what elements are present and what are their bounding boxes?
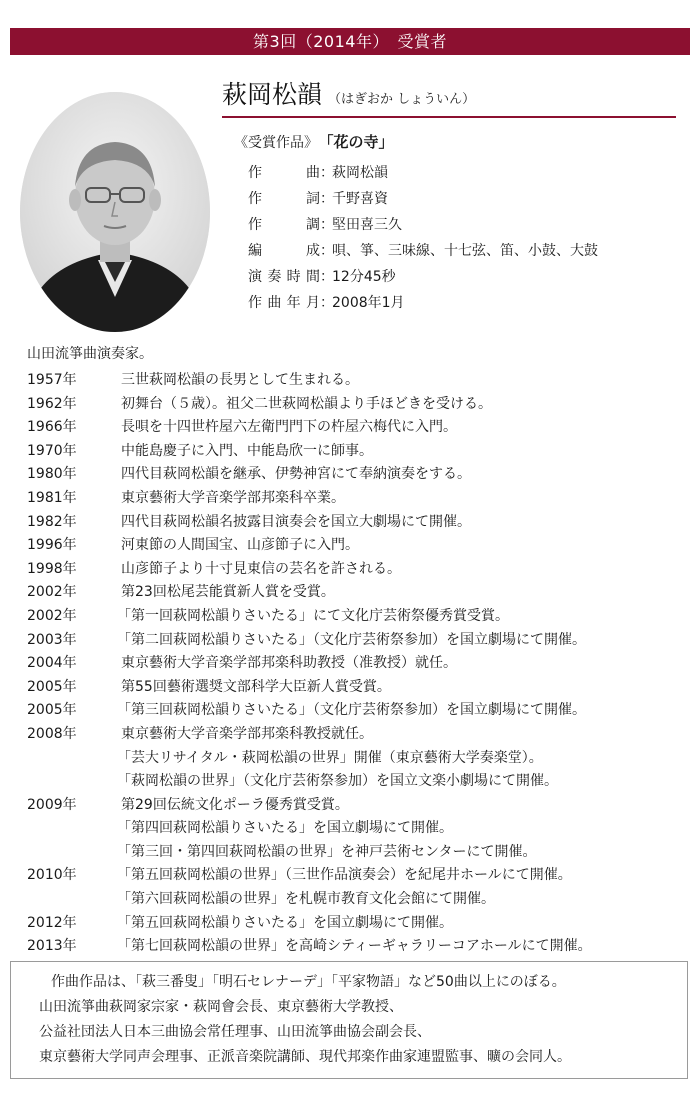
history-year: 1962年 <box>27 395 77 412</box>
history-text: 四代目萩岡松韻を継承、伊勢神宮にて奉納演奏をする。 <box>121 466 471 483</box>
award-header: 第3回（2014年） 受賞者 <box>10 28 690 55</box>
history-text: 「第三回萩岡松韻りさいたる」（文化庁芸術祭参加）を国立劇場にて開催。 <box>117 702 586 719</box>
history-year: 2013年 <box>27 938 77 955</box>
history-row <box>27 581 687 605</box>
history-row <box>27 629 687 653</box>
history-text: 「芸大リサイタル・萩岡松韻の世界」開催（東京藝術大学奏楽堂）。 <box>117 749 543 766</box>
history-year: 2002年 <box>27 607 77 624</box>
history-year <box>27 817 117 841</box>
history-row <box>27 723 687 747</box>
history-row <box>27 699 687 723</box>
summary-line: 作曲作品は、「萩三番叟」「明石セレナーデ」「平家物語」など50曲以上にのぼる。 <box>51 974 566 990</box>
history-row <box>27 369 687 393</box>
history-text: 東京藝術大学音楽学部邦楽科卒業。 <box>121 489 345 506</box>
credit-separator: ： <box>320 217 334 233</box>
history-year: 2005年 <box>27 702 77 719</box>
history-year: 1982年 <box>27 513 77 530</box>
history-row <box>27 487 687 511</box>
name-reading: （はぎおか しょういん） <box>328 92 476 107</box>
history-text: 「第一回萩岡松韻りさいたる」にて文化庁芸術祭優秀賞受賞。 <box>117 607 509 624</box>
history-year: 1957年 <box>27 372 77 388</box>
award-title: 「花の寺」 <box>326 133 394 151</box>
credit-separator: ： <box>320 269 334 285</box>
history-text: 「第四回萩岡松韻りさいたる」を国立劇場にて開催。 <box>117 820 453 837</box>
history-text: 「第七回萩岡松韻の世界」を高崎シティーギャラリーコアホールにて開催。 <box>117 938 592 955</box>
credit-row <box>248 238 678 264</box>
history-year <box>27 841 117 865</box>
award-label: 《受賞作品》 <box>234 135 318 151</box>
history-year <box>27 747 117 771</box>
history-row <box>27 676 687 700</box>
history-year: 1981年 <box>27 489 77 506</box>
credit-separator: ： <box>320 295 334 311</box>
history-year: 2004年 <box>27 655 77 672</box>
credit-label: 編成 <box>248 243 320 259</box>
history-row <box>27 794 687 818</box>
history-year <box>27 888 117 912</box>
credit-separator: ： <box>320 191 334 207</box>
history-text: 三世萩岡松韻の長男として生まれる。 <box>121 372 359 388</box>
credit-label: 演奏時間 <box>248 269 320 285</box>
credit-row <box>248 290 678 316</box>
history-row <box>27 440 687 464</box>
summary-line: 山田流箏曲萩岡家宗家・萩岡會会長、東京藝術大学教授、 <box>39 999 403 1015</box>
history-year: 2003年 <box>27 631 77 648</box>
credit-value: 唄、箏、三味線、十七弦、笛、小鼓、大鼓 <box>332 243 598 259</box>
history-text: 長唄を十四世杵屋六左衛門門下の杵屋六梅代に入門。 <box>121 419 457 436</box>
history-year: 2005年 <box>27 678 77 695</box>
history-text: 第29回伝統文化ポーラ優秀賞受賞。 <box>121 796 349 813</box>
history-row <box>27 416 687 440</box>
credit-label: 作調 <box>248 217 320 233</box>
history-row <box>27 652 687 676</box>
history-row <box>27 841 687 865</box>
history-row <box>27 511 687 535</box>
summary-line: 公益社団法人日本三曲協会常任理事、山田流箏曲協会副会長、 <box>39 1024 431 1040</box>
credit-value: 2008年1月 <box>332 295 405 311</box>
history-year: 2010年 <box>27 867 77 884</box>
award-work <box>234 132 394 153</box>
summary-box <box>10 961 688 1079</box>
history-row <box>27 747 687 771</box>
history-text: 東京藝術大学音楽学部邦楽科教授就任。 <box>121 725 373 742</box>
credit-separator: ： <box>320 243 334 259</box>
history-row <box>27 534 687 558</box>
history-row <box>27 912 687 936</box>
history-row <box>27 393 687 417</box>
intro-text: 山田流箏曲演奏家。 <box>27 346 153 362</box>
history-year: 2002年 <box>27 584 77 601</box>
summary-line: 東京藝術大学同声会理事、正派音楽院講師、現代邦楽作曲家連盟監事、曠の会同人。 <box>39 1049 571 1065</box>
history-text: 「第五回萩岡松韻の世界」（三世作品演奏会）を紀尾井ホールにて開催。 <box>117 867 572 884</box>
credit-row <box>248 186 678 212</box>
history-row <box>27 558 687 582</box>
history-year: 1998年 <box>27 560 77 577</box>
credit-label: 作曲年月 <box>248 295 320 311</box>
history-text: 山彦節子より十寸見東信の芸名を許される。 <box>121 560 401 577</box>
history-year: 1970年 <box>27 442 77 459</box>
name-heading <box>222 78 676 118</box>
history-text: 「第五回萩岡松韻りさいたる」を国立劇場にて開催。 <box>117 914 453 931</box>
history-text: 東京藝術大学音楽学部邦楽科助教授（准教授）就任。 <box>121 655 457 672</box>
portrait-photo <box>20 92 210 332</box>
credit-label: 作詞 <box>248 191 320 207</box>
history-year <box>27 770 117 794</box>
credits-list <box>248 160 678 316</box>
history-row <box>27 463 687 487</box>
portrait-illustration <box>20 92 210 332</box>
history-text: 河東節の人間国宝、山彦節子に入門。 <box>121 537 359 554</box>
history-row <box>27 605 687 629</box>
history-year: 2012年 <box>27 914 77 931</box>
history-text: 四代目萩岡松韻名披露目演奏会を国立大劇場にて開催。 <box>121 513 471 530</box>
credit-value: 12分45秒 <box>332 269 396 285</box>
history-text: 「第二回萩岡松韻りさいたる」（文化庁芸術祭参加）を国立劇場にて開催。 <box>117 631 586 648</box>
career-history <box>27 369 687 959</box>
credit-value: 千野喜資 <box>332 191 388 207</box>
credit-row <box>248 160 678 186</box>
credit-label: 作曲 <box>248 165 320 181</box>
history-year: 1996年 <box>27 537 77 554</box>
credit-row <box>248 212 678 238</box>
history-row <box>27 935 687 959</box>
history-text: 「第六回萩岡松韻の世界」を札幌市教育文化会館にて開催。 <box>117 891 495 908</box>
history-text: 中能島慶子に入門、中能島欣一に師事。 <box>121 442 373 459</box>
history-year: 2008年 <box>27 725 77 742</box>
credit-value: 堅田喜三久 <box>332 217 402 233</box>
history-year: 1980年 <box>27 466 77 483</box>
history-text: 第23回松尾芸能賞新人賞を受賞。 <box>121 584 335 601</box>
history-text: 初舞台（５歳）。祖父二世萩岡松韻より手ほどきを受ける。 <box>121 395 492 412</box>
history-year: 2009年 <box>27 796 77 813</box>
history-row <box>27 817 687 841</box>
history-row <box>27 864 687 888</box>
history-text: 「萩岡松韻の世界」（文化庁芸術祭参加）を国立文楽小劇場にて開催。 <box>117 773 558 790</box>
person-name: 萩岡松韻 <box>222 80 323 109</box>
history-year: 1966年 <box>27 419 77 436</box>
credit-row <box>248 264 678 290</box>
history-row <box>27 770 687 794</box>
history-text: 「第三回・第四回萩岡松韻の世界」を神戸芸術センターにて開催。 <box>117 843 537 860</box>
credit-value: 萩岡松韻 <box>332 165 388 181</box>
history-text: 第55回藝術選奨文部科学大臣新人賞受賞。 <box>121 678 391 695</box>
credit-separator: ： <box>320 165 334 181</box>
history-row <box>27 888 687 912</box>
